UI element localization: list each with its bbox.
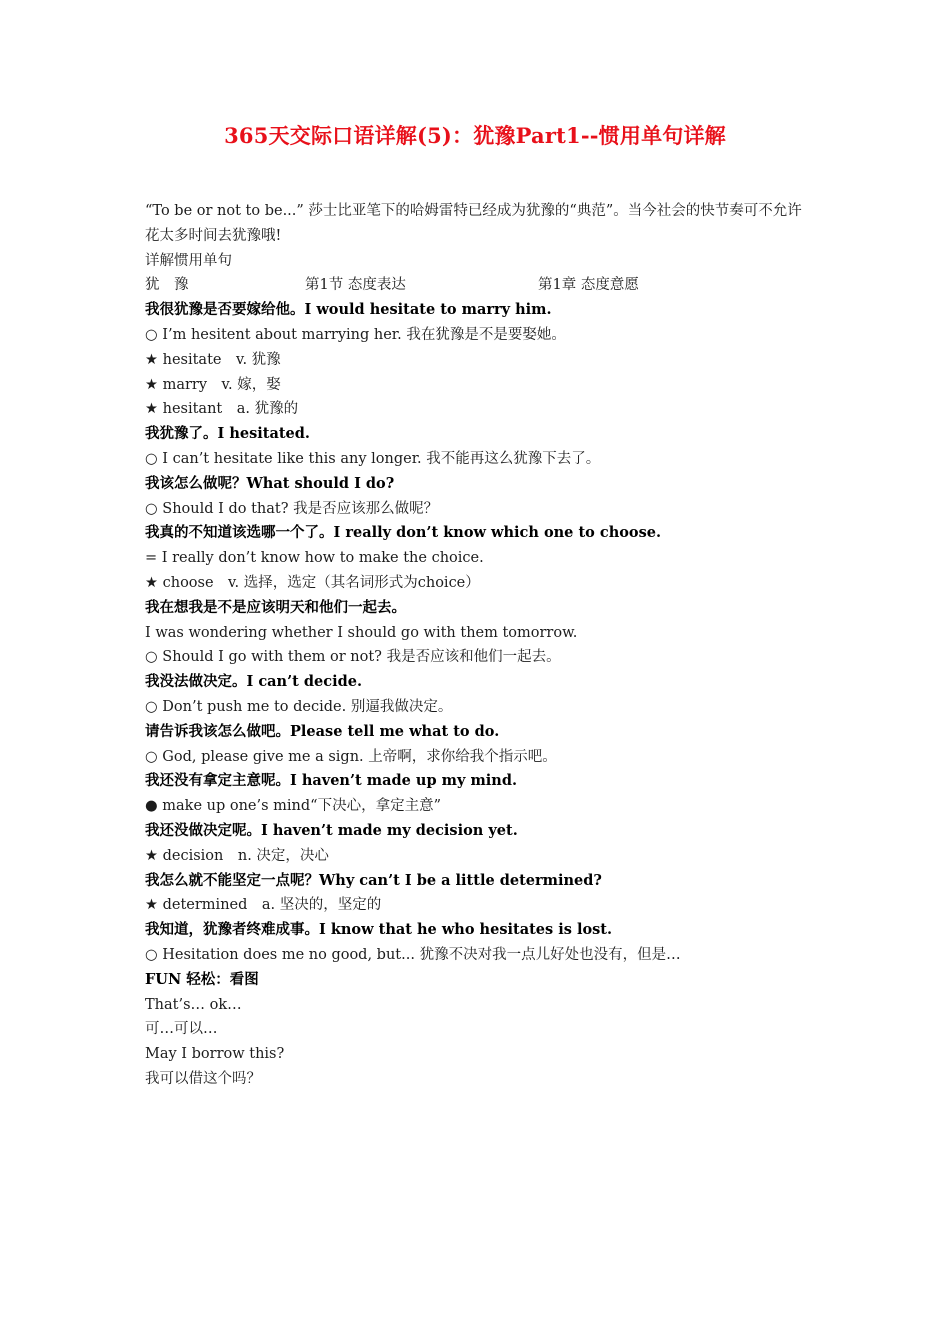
- document-body: [145, 199, 810, 1092]
- sub-heading: 详解惯用单句: [145, 252, 232, 269]
- example-line: I was wondering whether I should go with them tomorrow.: [145, 624, 578, 641]
- example-line: ○ I can’t hesitate like this any longer. 我不能再这么犹豫下去了。: [145, 450, 601, 467]
- sentence-heading: 我该怎么做呢？What should I do?: [145, 474, 395, 492]
- chapter-label: 第1章 态度意愿: [538, 277, 639, 294]
- sentence-heading: 我怎么就不能坚定一点呢？Why can’t I be a little determined?: [145, 871, 602, 889]
- sentence-heading: 我在想我是不是应该明天和他们一起去。: [145, 598, 406, 616]
- sentence-heading: 我犹豫了。I hesitated.: [145, 425, 310, 443]
- sentence-heading: 请告诉我该怎么做吧。Please tell me what to do.: [145, 722, 500, 740]
- vocab-line: ★ hesitant a. 犹豫的: [145, 401, 299, 418]
- example-line: ○ Don’t push me to decide. 别逼我做决定。: [145, 698, 453, 715]
- sentence-heading: 我很犹豫是否要嫁给他。I would hesitate to marry him.: [145, 301, 552, 319]
- vocab-line: ★ decision n. 决定，决心: [145, 847, 329, 864]
- caption-line: 可…可以…: [145, 1021, 218, 1038]
- example-line: ○ Should I go with them or not? 我是否应该和他们一起去。: [145, 649, 561, 666]
- vocab-line: ★ choose v. 选择，选定（其名词形式为choice）: [145, 574, 480, 591]
- caption-line: May I borrow this?: [145, 1046, 285, 1063]
- example-line: ○ Hesitation does me no good, but... 犹豫不决对我一点儿好处也没有，但是…: [145, 946, 681, 963]
- sentence-heading: 我没法做决定。I can’t decide.: [145, 673, 363, 691]
- phrase-line: ● make up one’s mind“下决心，拿定主意”: [145, 798, 442, 815]
- caption-line: That’s… ok…: [145, 996, 242, 1013]
- vocab-line: ★ hesitate v. 犹豫: [145, 351, 281, 368]
- example-line: ○ Should I do that? 我是否应该那么做呢？: [145, 500, 439, 517]
- section-line: [145, 273, 810, 298]
- intro-paragraph: “To be or not to be...” 莎士比亚笔下的哈姆雷特已经成为犹豫的“典范”。当今社会的快节奏可不允许花太多时间去犹豫哦!: [145, 203, 802, 244]
- sentence-heading: 我还没做决定呢。I haven’t made my decision yet.: [145, 821, 518, 839]
- caption-line: 我可以借这个吗？: [145, 1070, 261, 1087]
- vocab-line: ★ determined a. 坚决的，坚定的: [145, 897, 382, 914]
- vocab-line: ★ marry v. 嫁，娶: [145, 376, 281, 393]
- fun-heading: FUN 轻松：看图: [145, 970, 259, 988]
- topic-label: 犹 豫: [145, 277, 189, 294]
- sentence-heading: 我知道，犹豫者终难成事。I know that he who hesitates is lost.: [145, 921, 613, 939]
- example-line: ○ I’m hesitent about marrying her. 我在犹豫是不是要娶她。: [145, 326, 566, 343]
- document-title: 365天交际口语详解(5)：犹豫Part1--惯用单句详解: [224, 123, 726, 148]
- example-line: ○ God, please give me a sign. 上帝啊，求你给我个指示吧。: [145, 748, 557, 765]
- example-line: = I really don’t know how to make the choice.: [145, 550, 484, 567]
- section-label: 第1节 态度表达: [305, 277, 406, 294]
- sentence-heading: 我真的不知道该选哪一个了。I really don’t know which one to choose.: [145, 524, 662, 542]
- sentence-heading: 我还没有拿定主意呢。I haven’t made up my mind.: [145, 772, 518, 790]
